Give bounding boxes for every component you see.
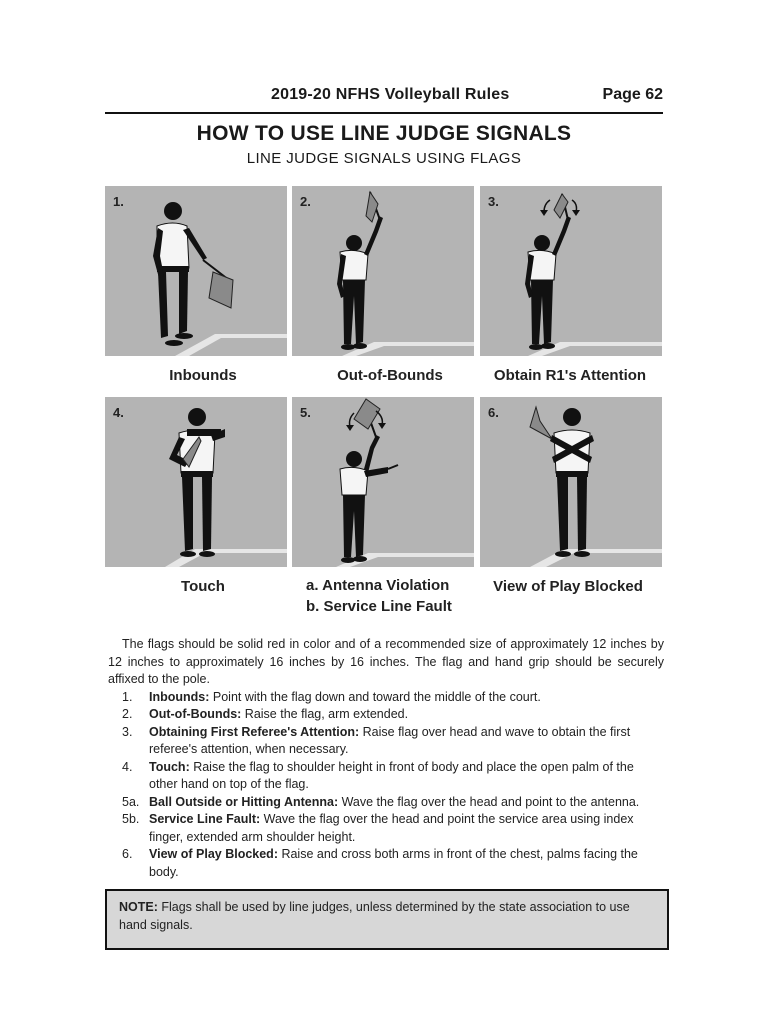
antenna-service-illustration [292, 397, 474, 567]
page-header [105, 86, 663, 114]
view-blocked-illustration [480, 397, 662, 567]
panel-number: 6. [488, 405, 499, 420]
intro-paragraph: The flags should be solid red in color and of a recommended size of approximately 12 inches by 12 inches to approximately 16 inches by 16 inches. The flag and hand grip should be securely affixed to the pole. [108, 637, 664, 686]
signal-panel-touch [105, 397, 287, 567]
panel-number: 4. [113, 405, 124, 420]
note-box [105, 889, 669, 950]
page-subtitle: LINE JUDGE SIGNALS USING FLAGS [246, 150, 522, 167]
list-item: 4. Touch: Raise the flag to shoulder height in front of body and place the open palm of the other hand on top of the flag. [122, 759, 634, 791]
list-item: 5b. Service Line Fault: Wave the flag over the head and point the service area using index finger, extended arm shoulder height. [122, 812, 634, 844]
list-item: 1. Inbounds: Point with the flag down and toward the middle of the court. [122, 689, 541, 704]
touch-illustration [105, 397, 287, 567]
panel-number: 5. [300, 405, 311, 420]
list-item: 5a. Ball Outside or Hitting Antenna: Wave the flag over the head and point to the antenna. [122, 794, 640, 809]
running-title: 2019-20 NFHS Volleyball Rules [271, 86, 510, 103]
note-label: NOTE: [119, 900, 158, 914]
signal-panel-obtain-attention [480, 186, 662, 356]
signal-panel-inbounds [105, 186, 287, 356]
caption-obtain-attention: Obtain R1's Attention [493, 367, 647, 384]
caption-service-line-fault: b. Service Line Fault [306, 598, 452, 615]
obtain-attention-illustration [480, 186, 662, 356]
caption-view-blocked: View of Play Blocked [493, 578, 643, 595]
inbounds-illustration [105, 186, 287, 356]
signal-panel-view-blocked [480, 397, 662, 567]
page-number: Page 62 [602, 86, 663, 103]
note-text: Flags shall be used by line judges, unless determined by the state association to use hand signals. [119, 900, 630, 932]
caption-touch: Touch [181, 578, 225, 595]
caption-antenna-violation: a. Antenna Violation [306, 577, 450, 594]
caption-inbounds: Inbounds [169, 367, 237, 384]
panel-number: 3. [488, 194, 499, 209]
panel-number: 2. [300, 194, 311, 209]
panel-number: 1. [113, 194, 124, 209]
list-item: 6. View of Play Blocked: Raise and cross both arms in front of the chest, palms facing the body. [122, 847, 638, 879]
signal-panel-out-of-bounds [292, 186, 474, 356]
signals-list [108, 689, 664, 882]
out-of-bounds-illustration [292, 186, 474, 356]
signal-panel-antenna-service [292, 397, 474, 567]
caption-out-of-bounds: Out-of-Bounds [337, 367, 443, 384]
page-title: HOW TO USE LINE JUDGE SIGNALS [196, 122, 572, 145]
list-item: 3. Obtaining First Referee's Attention: Raise flag over head and wave to obtain the first referee's attention, when necessary. [122, 724, 631, 756]
signals-description [108, 636, 664, 881]
list-item: 2. Out-of-Bounds: Raise the flag, arm extended. [122, 707, 409, 721]
